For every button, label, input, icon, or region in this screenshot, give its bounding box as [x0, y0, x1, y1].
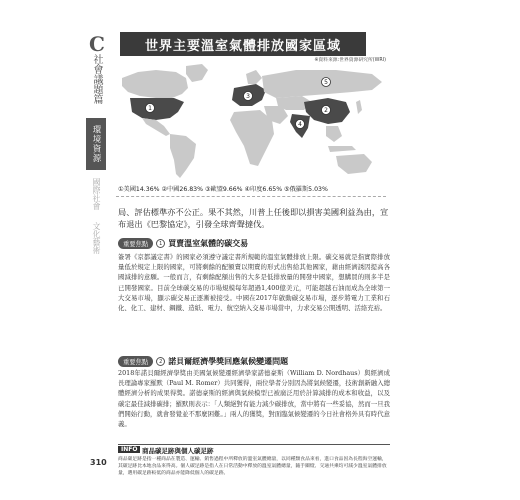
divider: [116, 196, 386, 197]
section1-tag: 重要焦點: [118, 238, 153, 249]
land-australia: [336, 154, 372, 174]
chapter-sidebar: [86, 32, 108, 472]
section1-heading: [118, 238, 248, 249]
page-number: 310: [90, 458, 107, 467]
page-title: 世界主要溫室氣體排放國家區域: [120, 32, 366, 56]
info-tag: INFO: [118, 446, 140, 453]
section2-tag: 重要焦點: [118, 356, 153, 367]
land-scandinavia: [246, 70, 262, 84]
marker-eu: [244, 92, 253, 101]
svg-text:2: 2: [324, 107, 328, 115]
info-header: [118, 444, 390, 455]
info-body: 商品碳足跡是指一種商品在製造、運輸、銷售過程中所釋放的溫室氣體總量，以同種類食品來看，進口食品因為長程海空運輸，其碳足跡比本地食品來得高。個人碳足跡是指人在日常活動中釋放的溫室氣體總量，隨手關燈、交通共乘均可減少溫室氣體排放量，選用碳足跡較低的商品亦能降低個人的碳足跡。: [118, 457, 387, 477]
marker-china: [322, 106, 331, 115]
map-legend: ①美國14.36% ②中國26.83% ③歐盟9.66% ④印度6.65% ⑤俄羅斯5.03%: [118, 186, 328, 193]
marker-usa: [146, 104, 155, 113]
land-africa: [230, 110, 274, 166]
land-japan: [356, 100, 362, 114]
land-usa: [130, 98, 184, 120]
land-greenland: [186, 64, 208, 82]
chapter-category: 社會議題篇: [91, 54, 102, 104]
chapter-letter: C: [89, 32, 105, 56]
land-se-asia: [326, 126, 342, 142]
tab-international[interactable]: 國際社會: [92, 178, 101, 210]
section2-heading: [118, 356, 288, 367]
land-canada: [122, 70, 188, 98]
marker-russia: [322, 78, 331, 87]
world-map: [116, 62, 386, 180]
section1-body: 簽署《京都議定書》的國家必須遵守議定書所規範的溫室氣體排放上限。碳交易就是指實際排放量低於規定上限的國家，可將剩餘的配額賣以期賣的形式出售給其他國家，藉由經濟誘因提高各國減排的意願。一般而言，有剩餘配額出售的大多是低排放量的開發中國家，想購買的則多半是已開發國家。目前全球碳交易的市場規模每年超過1,400億美元，可能超越石油而成為全球第一大交易市場，顯示碳交易正逐漸被接受。中國在2017年啟動碳交易市場，逐步將電力工業和石化、化工、建材、鋼鐵、造紙、電力、航空納入交易市場當中，力求交易公開透明、活絡充裕。: [118, 253, 390, 313]
land-south-america: [170, 134, 196, 178]
svg-text:4: 4: [298, 121, 302, 129]
source-note: ※資料來源:世界資源研究所(WRI): [314, 58, 386, 63]
section1-title: 買賣溫室氣體的碳交易: [168, 239, 249, 248]
marker-india: [296, 120, 305, 129]
info-title: 商品碳足跡與個人碳足跡: [142, 447, 214, 455]
section2-body: 2018年諾貝爾經濟學獎由美國氣候變遷經濟學家諾德豪斯（William D. Nordhaus）與經濟成長理論專家羅默（Paul M. Romer）共同獲得，兩位學者分別因為將氣候變遷，技術創新融入總體經濟分析的成果得獎。諾德豪斯的經濟與氣候模型已被廣泛用於計算減排的成本和收益，以及碳定最佳減排碳排；羅默則表示：「人類絕對有能力減少碳排放，當中將有一些妥協，然而一旦我們開始行動，就會發覺並不那麼困難。」兩人的獲獎，對面臨氣候變遷的今日社會格外具有時代意義。: [118, 369, 390, 429]
land-indonesia: [328, 146, 356, 152]
lead-paragraph: 局、評估標準亦不公正。果不其然，川普上任後即以損害美國利益為由，宣布退出《巴黎協定》，引發全球齊聲撻伐。: [118, 207, 389, 229]
section2-number: 2: [156, 357, 165, 366]
section2-title: 諾貝爾經濟學獎回應氣候變遷問題: [168, 357, 289, 366]
svg-text:5: 5: [324, 79, 328, 87]
svg-text:3: 3: [246, 93, 250, 101]
section1-number: 1: [156, 239, 165, 248]
svg-text:1: 1: [148, 105, 152, 113]
land-mexico: [142, 118, 170, 136]
tab-environment[interactable]: 環境資源: [86, 118, 106, 170]
tab-culture[interactable]: 文化藝術: [92, 222, 101, 254]
